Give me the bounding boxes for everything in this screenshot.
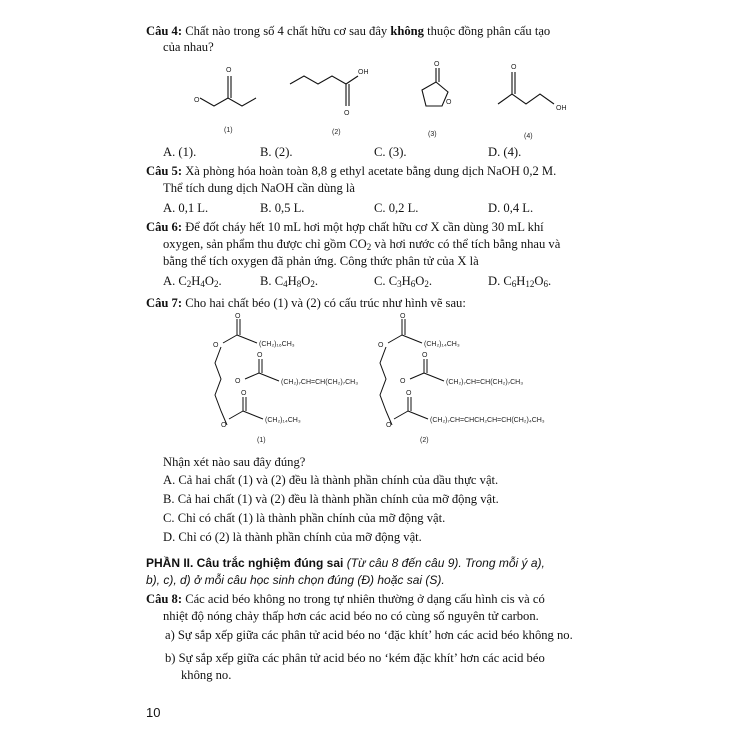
- q6-text2b: và hơi nước có thể tích bằng nhau và: [371, 237, 561, 251]
- q6-line2: [163, 237, 560, 255]
- fat-1-glycerol: [215, 347, 227, 425]
- fat-2-glycerol: [380, 347, 392, 425]
- struct2-label: (2): [332, 129, 341, 136]
- q5-line2: Thể tích dung dịch NaOH cần dùng là: [163, 181, 355, 195]
- q6-line3: bằng thể tích oxygen đã phản ứng. Công thức phân tử của X là: [163, 254, 479, 268]
- q4-label: Câu 4:: [146, 24, 183, 38]
- q4-option-c[interactable]: C. (3).: [374, 145, 407, 159]
- fat-1-chain-1: (CH₂)₁₆CH₃: [259, 341, 295, 348]
- q8-line1: [146, 592, 545, 607]
- q4-option-b[interactable]: B. (2).: [260, 145, 293, 159]
- struct3-O: O: [434, 61, 440, 68]
- fat-1-label: (1): [257, 437, 266, 444]
- q7-question: Nhận xét nào sau đây đúng?: [163, 455, 306, 469]
- q5-option-a[interactable]: A. 0,1 L.: [163, 201, 209, 215]
- q5-option-d[interactable]: D. 0,4 L.: [488, 201, 534, 215]
- q8-statement-b-cont: không no.: [181, 668, 232, 682]
- struct2-OH: OH: [358, 69, 369, 76]
- svg-text:O: O: [257, 352, 263, 359]
- svg-text:O: O: [235, 378, 241, 385]
- q5-line1: [146, 164, 556, 179]
- struct1-label: (1): [224, 127, 233, 134]
- fat-2-chain-2: (CH₂)₇CH=CH(CH₂)₇CH₃: [446, 379, 524, 386]
- part2-title: PHẦN II. Câu trắc nghiệm đúng sai: [146, 556, 344, 570]
- structure-2-chain: [290, 76, 346, 84]
- svg-text:O: O: [400, 378, 406, 385]
- part2-note1: (Từ câu 8 đến câu 9). Trong mỗi ý a),: [343, 556, 545, 570]
- struct4-OH: OH: [556, 105, 567, 112]
- structure-3-ring: [422, 82, 448, 106]
- q8-text1: Các acid béo không no trong tự nhiên thường ở dạng cấu hình cis và có: [182, 592, 545, 606]
- svg-text:O: O: [386, 422, 392, 429]
- struct4-O: O: [511, 64, 517, 71]
- svg-text:O: O: [422, 352, 428, 359]
- q7-label: Câu 7:: [146, 296, 183, 310]
- svg-text:O: O: [213, 342, 219, 349]
- fat-1-chain-3: (CH₂)₁₄CH₃: [265, 417, 301, 424]
- q5-option-b[interactable]: B. 0,5 L.: [260, 201, 305, 215]
- svg-text:O: O: [221, 422, 227, 429]
- struct3-Oring: O: [446, 99, 452, 106]
- fat-2-structure: [370, 315, 580, 445]
- q5-text1: Xà phòng hóa hoàn toàn 8,8 g ethyl acetate bằng dung dịch NaOH 0,2 M.: [182, 164, 557, 178]
- q4-text1: Chất nào trong số 4 chất hữu cơ sau đây: [185, 24, 391, 38]
- q7-option-c[interactable]: C. Chỉ có chất (1) là thành phần chính của mỡ động vật.: [163, 511, 446, 525]
- q8-statement-a[interactable]: a) Sự sắp xếp giữa các phân tử acid béo no ‘đặc khít’ hơn các acid béo không no.: [165, 628, 573, 642]
- structure-1-chain: [200, 98, 256, 106]
- part2-note2: b), c), d) ở mỗi câu học sinh chọn đúng (Đ) hoặc sai (S).: [146, 573, 445, 587]
- part2-heading-line2: [146, 573, 445, 588]
- q4-option-d[interactable]: D. (4).: [488, 145, 522, 159]
- svg-text:O: O: [406, 390, 412, 397]
- fat-2-chain-1: (CH₂)₁₄CH₃: [424, 341, 460, 348]
- q7-option-d[interactable]: D. Chỉ có (2) là thành phần chính của mỡ động vật.: [163, 530, 422, 544]
- q5-option-c[interactable]: C. 0,2 L.: [374, 201, 419, 215]
- q4-line2: của nhau?: [163, 40, 214, 54]
- fat-2-label: (2): [420, 437, 429, 444]
- q4-structures: [180, 60, 630, 150]
- q7-text1: Cho hai chất béo (1) và (2) có cấu trúc như hình vẽ sau:: [182, 296, 466, 310]
- q6-option-a[interactable]: A. $C_2H_4O_2$.: [163, 274, 222, 289]
- q5-label: Câu 5:: [146, 164, 183, 178]
- fat-1-chain-2: (CH₂)₇CH=CH(CH₂)₇CH₃: [281, 379, 359, 386]
- svg-text:O: O: [400, 313, 406, 320]
- q7-option-b[interactable]: B. Cả hai chất (1) và (2) đều là thành phần chính của mỡ động vật.: [163, 492, 499, 506]
- q4-text2: thuộc đồng phân cấu tạo: [423, 24, 551, 38]
- svg-text:O: O: [378, 342, 384, 349]
- q4-option-a[interactable]: A. (1).: [163, 145, 197, 159]
- q6-text1: Để đốt cháy hết 10 mL hơi một hợp chất hữu cơ X cần dùng 30 mL khí: [182, 220, 544, 234]
- fat-2-chain-3: (CH₂)₇CH=CHCH₂CH=CH(CH₂)₄CH₃: [430, 417, 545, 424]
- part2-heading-line1: [146, 556, 545, 571]
- q6-co2-sub: 2: [366, 242, 372, 252]
- q6-label: Câu 6:: [146, 220, 183, 234]
- q7-option-a[interactable]: A. Cả hai chất (1) và (2) đều là thành phần chính của dầu thực vật.: [163, 473, 499, 487]
- struct2-O: O: [344, 110, 350, 117]
- struct3-label: (3): [428, 131, 437, 138]
- q8-label: Câu 8:: [146, 592, 183, 606]
- q8-statement-b[interactable]: b) Sự sắp xếp giữa các phân tử acid béo no ‘kém đặc khít’ hơn các acid béo: [165, 651, 545, 665]
- struct1-O2: O: [194, 97, 200, 104]
- q7-line1: [146, 296, 466, 311]
- q6-option-c[interactable]: C. $C_3H_6O_2$.: [374, 274, 432, 289]
- structure-4-chain: [498, 94, 554, 104]
- struct4-label: (4): [524, 133, 533, 140]
- struct1-O: O: [226, 67, 232, 74]
- q6-text2a: oxygen, sản phẩm thu được chỉ gồm CO: [163, 237, 367, 251]
- q4-line1: [146, 24, 550, 39]
- page-number: 10: [146, 705, 161, 720]
- q4-bold: không: [390, 24, 424, 38]
- q6-option-d[interactable]: D. $C_6H_{12}O_6$.: [488, 274, 552, 289]
- q6-option-b[interactable]: B. $C_4H_8O_2$.: [260, 274, 318, 289]
- q8-line2: nhiệt độ nóng chảy thấp hơn các acid béo no có cùng số nguyên tử carbon.: [163, 609, 539, 623]
- fat-1-structure: [205, 315, 375, 445]
- q6-line1: [146, 220, 544, 235]
- svg-text:O: O: [241, 390, 247, 397]
- svg-text:O: O: [235, 313, 241, 320]
